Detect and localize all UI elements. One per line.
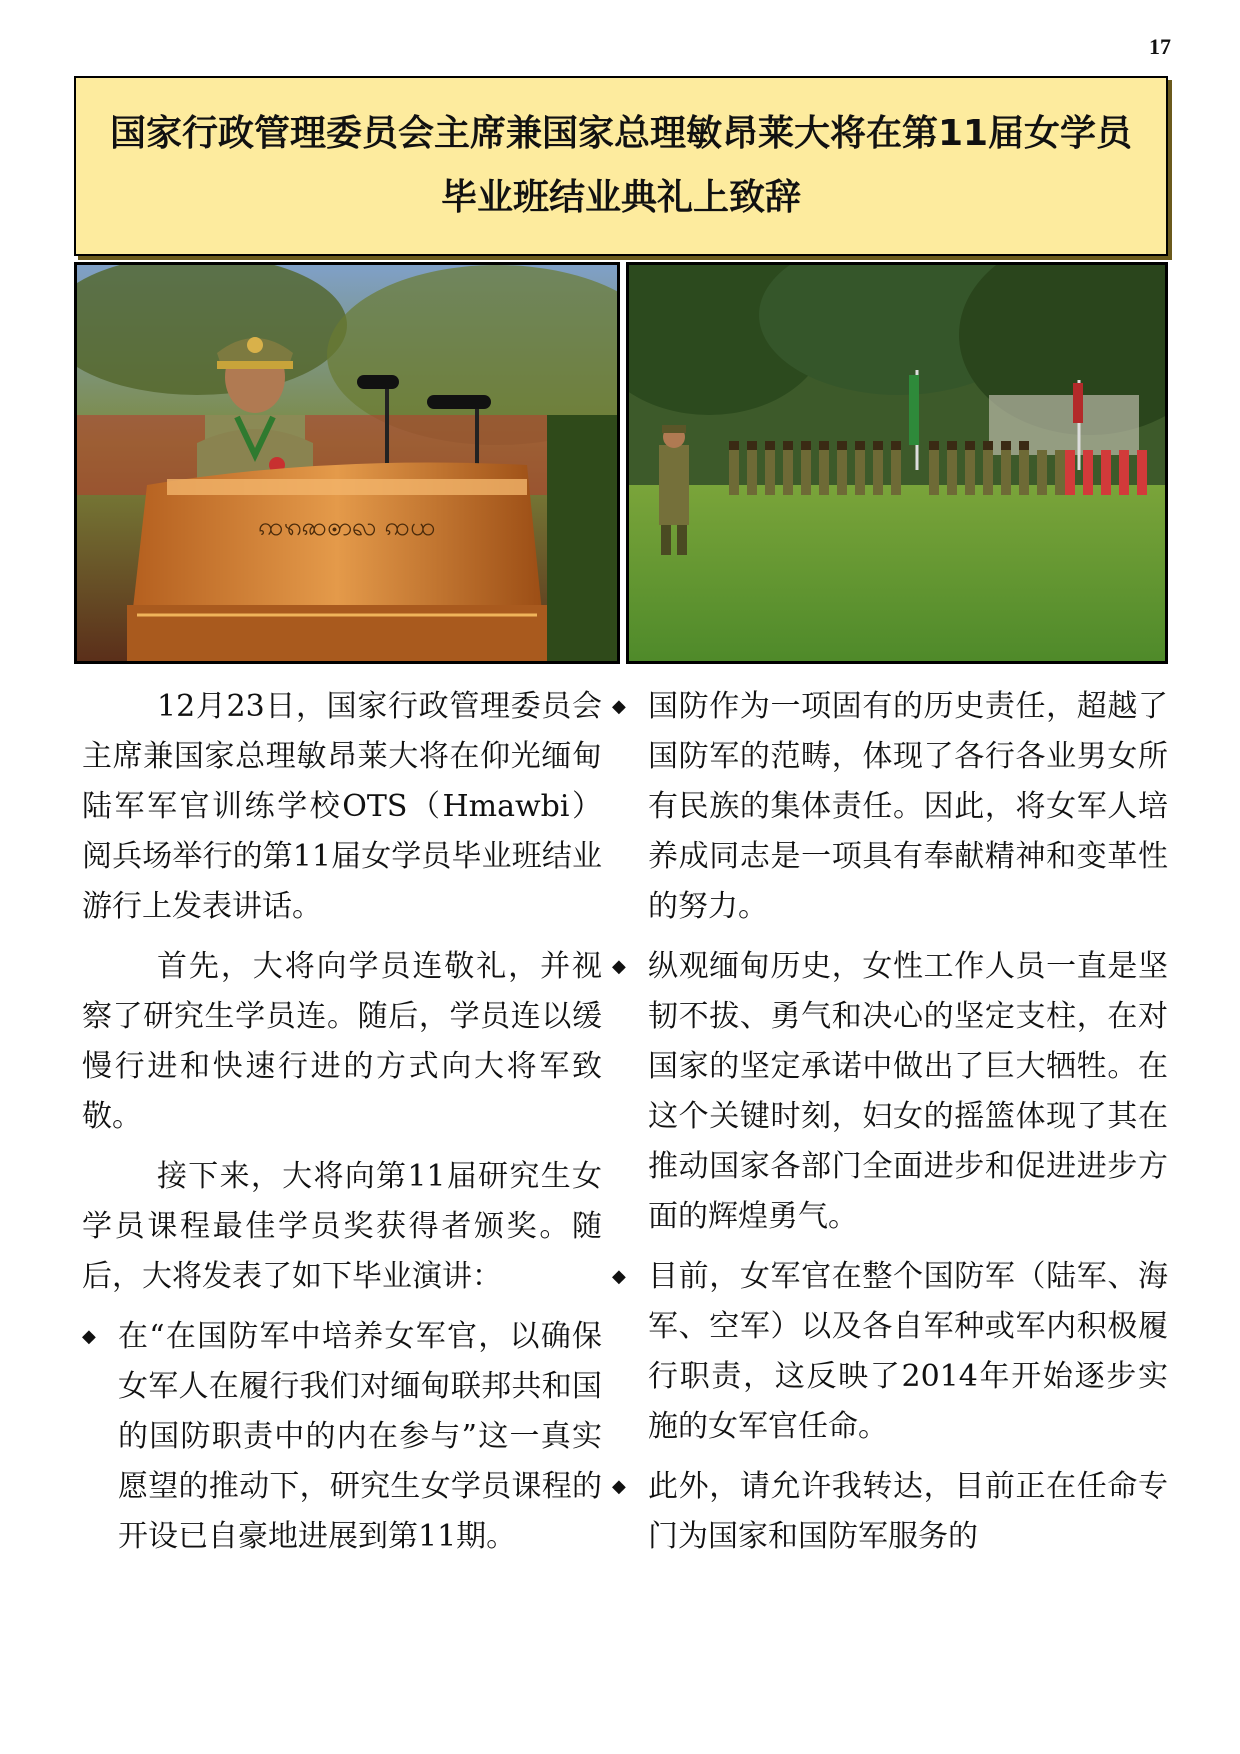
right-text-column: [612, 682, 1168, 1572]
article-title-line-1: 国家行政管理委员会主席兼国家总理敏昂莱大将在第11届女学员: [109, 113, 1133, 154]
speech-bullet-text: 国防作为一项固有的历史责任，超越了国防军的范畴，体现了各行各业男女所有民族的集体责任。因此，将女军人培养成同志是一项具有奉献精神和变革性的努力。: [648, 689, 1168, 924]
speech-bullet-text: 纵观缅甸历史，女性工作人员一直是坚韧不拔、勇气和决心的坚定支柱，在对国家的坚定承诺中做出了巨大牺牲。在这个关键时刻，妇女的摇篮体现了其在推动国家各部门全面进步和促进进步方面的辉煌勇气。: [648, 949, 1168, 1234]
photo-parade-ground: [626, 262, 1168, 664]
speech-bullet-text: 在“在国防军中培养女军官，以确保女军人在履行我们对缅甸联邦共和国的国防职责中的内在参与”这一真实愿望的推动下，研究生女学员课程的开设已自豪地进展到第11期。: [118, 1319, 602, 1554]
speech-bullet: [612, 1462, 1168, 1562]
paragraph-awards: 接下来，大将向第11届研究生女学员课程最佳学员奖获得者颁奖。随后，大将发表了如下毕业演讲：: [82, 1159, 602, 1294]
speech-bullet-text: 此外，请允许我转达，目前正在任命专门为国家和国防军服务的: [648, 1469, 1168, 1554]
left-text-column: [82, 682, 602, 1572]
diamond-bullet-icon: ◆: [612, 696, 626, 717]
diamond-bullet-icon: ◆: [612, 1476, 626, 1497]
podium-inscription: ꩡꩫꩣꩦꩮ ꩡꩤ: [258, 512, 436, 542]
article-title-box: [74, 76, 1168, 256]
speaker-photo-illustration: [77, 265, 617, 661]
diamond-bullet-icon: ◆: [82, 1326, 96, 1347]
speech-bullet: [612, 1252, 1168, 1452]
speech-bullet: [612, 682, 1168, 932]
photo-speaker-at-podium: [74, 262, 620, 664]
diamond-bullet-icon: ◆: [612, 956, 626, 977]
speech-bullet: [612, 942, 1168, 1242]
paragraph-salute: 首先，大将向学员连敬礼，并视察了研究生学员连。随后，学员连以缓慢行进和快速行进的方式向大将军致敬。: [82, 949, 602, 1134]
speech-bullet-text: 目前，女军官在整个国防军（陆军、海军、空军）以及各自军种或军内积极履行职责，这反映了2014年开始逐步实施的女军官任命。: [648, 1259, 1168, 1444]
diamond-bullet-icon: ◆: [612, 1266, 626, 1287]
page-number: 17: [1149, 34, 1171, 59]
article-title-line-2: 毕业班结业典礼上致辞: [440, 177, 801, 218]
paragraph-intro: 12月23日，国家行政管理委员会主席兼国家总理敏昂莱大将在仰光缅甸陆军军官训练学校OTS（Hmawbi）阅兵场举行的第11届女学员毕业班结业游行上发表讲话。: [82, 689, 602, 924]
speech-bullet: [82, 1312, 602, 1562]
parade-photo-illustration: [629, 265, 1165, 661]
